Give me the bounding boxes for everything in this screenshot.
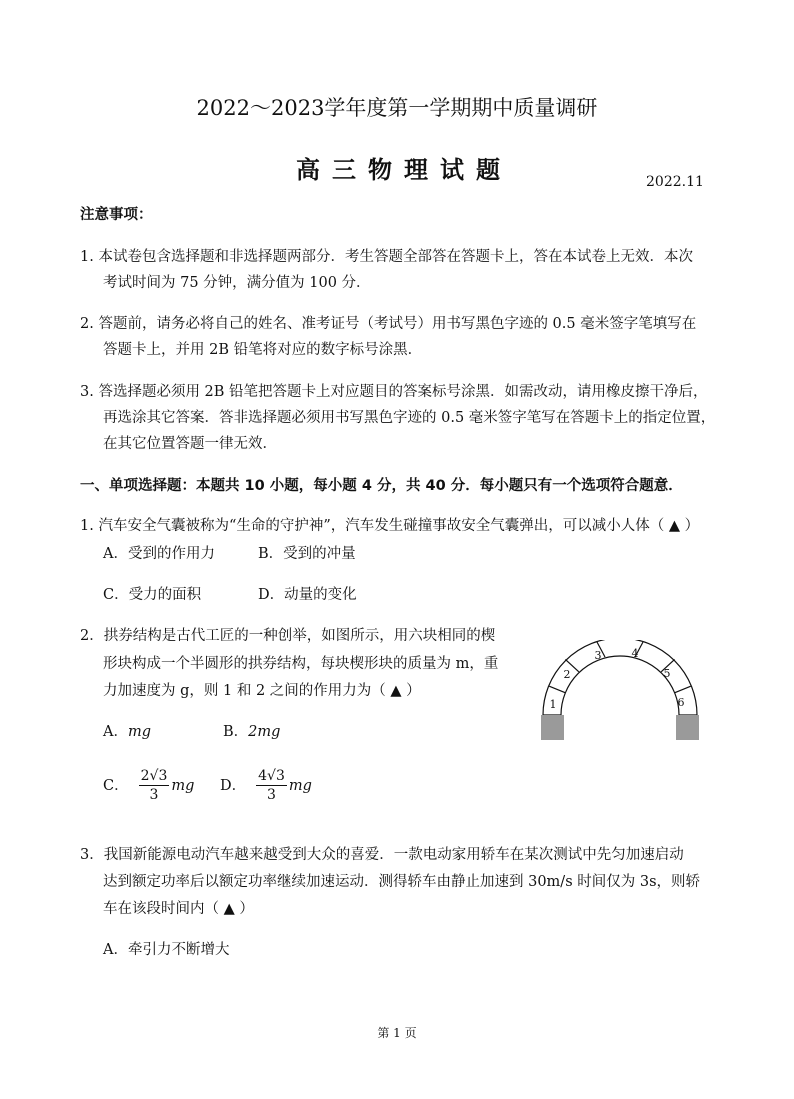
q2-option-d-label: D．: [220, 777, 247, 794]
exam-title: 2022～2023学年度第一学期期中质量调研: [196, 96, 598, 120]
q3-stem-line-3: 车在该段时间内（ ▲ ）: [103, 901, 254, 917]
q1-option-b: B．受到的冲量: [258, 546, 356, 562]
q2-option-a-label: A．: [103, 724, 128, 740]
q3-option-a: A．牵引力不断增大: [103, 942, 230, 958]
q1-option-c: C．受力的面积: [103, 587, 202, 603]
q3-stem-line-1: 3．我国新能源电动汽车越来越受到大众的喜爱．一款电动家用轿车在某次测试中先匀加速启动: [80, 847, 684, 863]
arch-label-5: 5: [663, 667, 671, 680]
arch-joint-line-1-2: [549, 686, 566, 693]
q2-option-c-numerator: 2√3: [140, 768, 168, 784]
q2-option-c-fraction: [139, 767, 170, 804]
arch-left-pillar: [541, 715, 564, 740]
q2-stem-line-2: 形块构成一个半圆形的拱券结构，每块楔形块的质量为 m，重: [103, 656, 499, 672]
q2-option-a-value: mg: [127, 724, 152, 740]
arch-label-1: 1: [549, 698, 557, 711]
notes-heading: 注意事项：: [80, 207, 153, 223]
exam-subtitle: 高三物理试题: [296, 156, 512, 184]
arch-label-6: 6: [677, 696, 685, 709]
q2-option-a: [103, 722, 151, 742]
q2-option-d: [220, 767, 312, 804]
q3-stem-line-2: 达到额定功率后以额定功率继续加速运动．测得轿车由静止加速到 30m/s 时间仅为 3s，则轿: [103, 874, 701, 890]
q2-option-d-fraction: [256, 767, 287, 804]
arch-inner-arc: [561, 656, 679, 715]
q2-option-d-unit: mg: [288, 777, 312, 794]
arch-joint-line-6-end: [674, 686, 691, 693]
note-3-line-2: 再选涂其它答案．答非选择题必须用书写黑色字迹的 0.5 毫米签字笔写在答题卡上的指定位置，: [103, 410, 716, 426]
note-1-line-1: 1. 本试卷包含选择题和非选择题两部分．考生答题全部答在答题卡上，答在本试卷上无效．本次: [80, 249, 693, 265]
arch-label-4: 4: [631, 647, 639, 660]
arch-figure: [535, 640, 705, 748]
note-3-line-1: 3. 答选择题必须用 2B 铅笔把答题卡上对应题目的答案标号涂黑．如需改动，请用橡皮擦干净后，: [80, 384, 708, 400]
q1-stem: 1. 汽车安全气囊被称为“生命的守护神”，汽车发生碰撞事故安全气囊弹出，可以减小人体（ ▲ ）: [80, 518, 700, 534]
arch-label-3: 3: [594, 649, 602, 662]
note-2-line-1: 2. 答题前，请务必将自己的姓名、准考证号（考试号）用书写黑色字迹的 0.5 毫米签字笔填写在: [80, 316, 697, 332]
note-2-line-2: 答题卡上，并用 2B 铅笔将对应的数字标号涂黑．: [103, 342, 423, 358]
arch-label-2: 2: [563, 668, 571, 681]
q2-option-d-denominator: 3: [267, 787, 276, 803]
q2-stem-line-3: 力加速度为 g，则 1 和 2 之间的作用力为（ ▲ ）: [103, 683, 421, 699]
arch-right-pillar: [676, 715, 699, 740]
q2-option-c-unit: mg: [171, 777, 195, 794]
exam-date: 2022.11: [646, 174, 704, 190]
section-heading: 一、单项选择题：本题共 10 小题，每小题 4 分，共 40 分．每小题只有一个选项符合题意．: [80, 478, 683, 494]
note-3-line-3: 在其它位置答题一律无效．: [103, 436, 277, 452]
q2-option-c-label: C．: [103, 777, 129, 794]
q2-stem-line-1: 2．拱券结构是古代工匠的一种创举，如图所示，用六块相同的楔: [80, 628, 496, 644]
q2-option-c-denominator: 3: [149, 787, 159, 803]
q2-option-b-value: 2mg: [248, 724, 281, 740]
q2-option-d-numerator: 4√3: [258, 768, 285, 784]
page-number: 第 1 页: [377, 1026, 417, 1040]
q1-option-d: D．动量的变化: [258, 587, 357, 603]
q2-option-b-label: B．: [223, 724, 249, 740]
q2-option-c: [103, 767, 194, 804]
q2-option-b: [223, 722, 280, 742]
note-1-line-2: 考试时间为 75 分钟，满分值为 100 分．: [103, 275, 371, 291]
q1-option-a: A．受到的作用力: [103, 546, 215, 562]
